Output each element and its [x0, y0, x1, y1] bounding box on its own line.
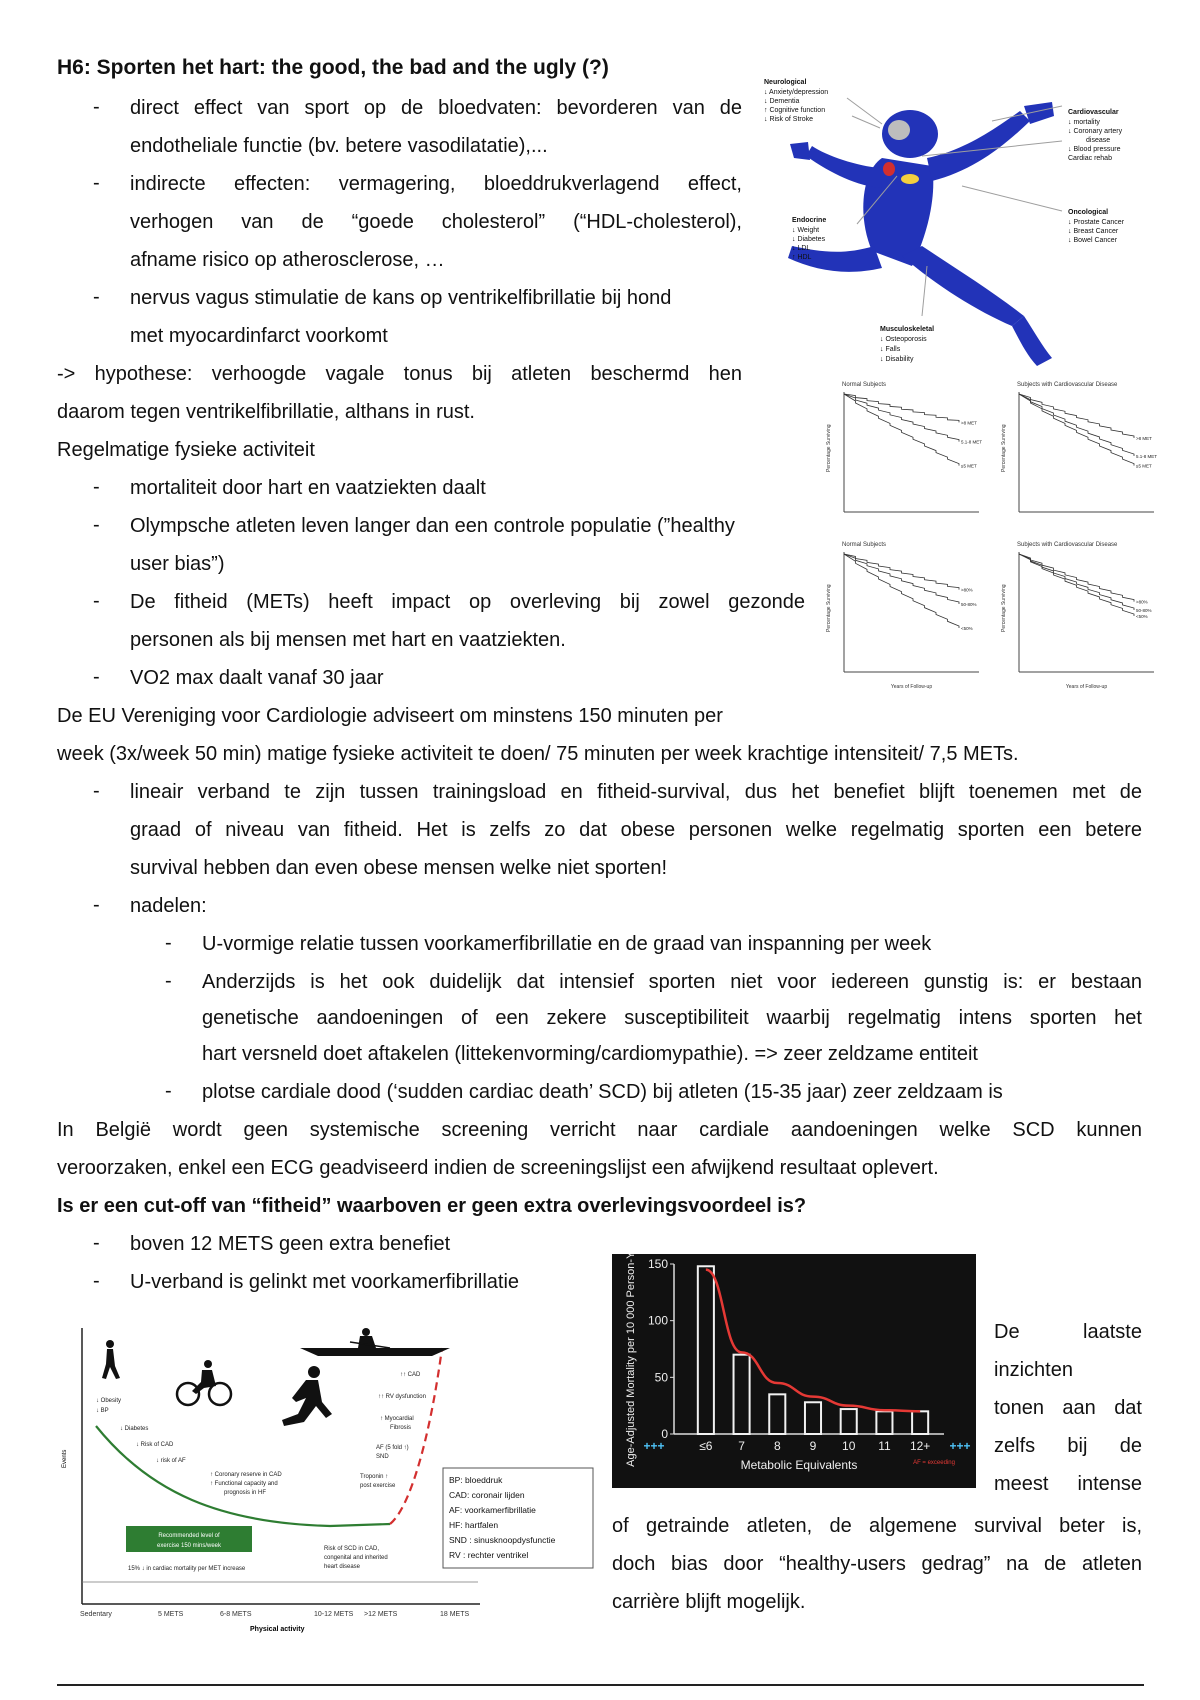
final-line1: of getrainde atleten, de algemene survival beter is, — [612, 1515, 1142, 1537]
y-tick-label: 150 — [647, 1257, 668, 1271]
physical-activity-figure — [60, 1318, 596, 1634]
sub-bullet-dash: - — [165, 1080, 172, 1102]
x-tick: >12 METS — [364, 1611, 398, 1618]
intro-bullet-1-line1: direct effect van sport op de bloedvaten: bevorderen van de — [130, 97, 742, 119]
x-tick: 10-12 METS — [314, 1611, 354, 1618]
effect-label: ↑ Functional capacity and — [210, 1481, 278, 1487]
brain-icon — [888, 120, 910, 140]
panel-title: Normal Subjects — [842, 382, 887, 388]
risk-label: ↑↑ RV dysfunction — [378, 1394, 426, 1400]
y-axis-label: Events — [62, 1449, 68, 1468]
curve-label: >8 MET — [1136, 436, 1152, 441]
legend-item: HF: hartfalen — [449, 1520, 499, 1530]
survival-curve — [1019, 394, 1134, 466]
legend-item: RV : rechter ventrikel — [449, 1550, 529, 1560]
legend-item: BP: bloeddruk — [449, 1475, 503, 1485]
musc-item: ↓ Falls — [880, 346, 901, 353]
risk-label: ↑ Myocardial — [380, 1416, 414, 1422]
activity-bullet-3-line2: personen als bij mensen met hart en vaatziekten. — [130, 629, 566, 651]
scd-note: congenital and inherited — [324, 1555, 388, 1561]
scd-note: heart disease — [324, 1564, 361, 1570]
musc-title: Musculoskeletal — [880, 326, 935, 333]
curve-label: <50% — [1136, 614, 1148, 619]
effect-label: ↓ BP — [96, 1408, 109, 1414]
eu-advice-line2: week (3x/week 50 min) matige fysieke activiteit te doen/ 75 minuten per week krachtige intensiteit/ 7,5 METs. — [57, 743, 1019, 765]
y-tick-label: 0 — [661, 1427, 668, 1441]
activity-heading: Regelmatige fysieke activiteit — [57, 439, 315, 461]
curve-label: ≤5 MET — [961, 463, 977, 469]
bullet-dash: - — [93, 590, 100, 612]
section-heading: H6: Sporten het hart: the good, the bad and the ugly (?) — [57, 56, 609, 79]
neuro-item: ↑ Cognitive function — [764, 107, 826, 114]
risk-label: ↑↑ CAD — [400, 1372, 421, 1378]
sub-bullet-dash: - — [165, 970, 172, 992]
y-axis-label: Age-Adjusted Mortality per 10 000 Person-Years — [625, 1254, 637, 1467]
panel-y-label: Percentage Surviving — [826, 584, 832, 632]
mortality-note: 15% ↓ in cardiac mortality per MET increase — [128, 1566, 246, 1572]
curve-label: >80% — [1136, 599, 1148, 605]
linear-line1: lineair verband te zijn tussen trainingsload en fitheid-survival, dus het benefiet blijft toenemen met de — [130, 781, 1142, 803]
activity-bullet-4: VO2 max daalt vanaf 30 jaar — [130, 667, 384, 689]
bullet-dash: - — [93, 1270, 100, 1292]
hypothesis-line2: daarom tegen ventrikelfibrillatie, althans in rust. — [57, 401, 475, 423]
mortality-bar-chart — [612, 1254, 976, 1488]
onco-item: ↓ Bowel Cancer — [1068, 237, 1118, 244]
legend-item: SND : sinusknoopdysfunctie — [449, 1535, 556, 1545]
musc-item: ↓ Osteoporosis — [880, 336, 927, 343]
survival-panel — [826, 542, 979, 690]
panel-y-label: Percentage Surviving — [826, 424, 832, 472]
belgium-line2: veroorzaken, enkel een ECG geadviseerd indien de screeningslijst een afwijkend resultaat oplevert. — [57, 1157, 939, 1179]
legend-item: CAD: coronair lijden — [449, 1490, 525, 1500]
nadelen-label: nadelen: — [130, 895, 207, 917]
side-text-1: De laatste — [994, 1321, 1142, 1343]
cutoff-bullet-2: U-verband is gelinkt met voorkamerfibrillatie — [130, 1271, 520, 1293]
survival-curves-figure — [822, 378, 1162, 698]
intro-bullet-2-line1: indirecte effecten: vermagering, bloeddrukverlagend effect, — [130, 173, 742, 195]
x-tick-label: ≤6 — [699, 1439, 713, 1453]
survival-panel — [826, 382, 982, 512]
y-tick-label: 50 — [654, 1370, 668, 1385]
neuro-item: ↓ Anxiety/depression — [764, 89, 829, 96]
x-tick-label: 12+ — [909, 1439, 931, 1453]
bullet-dash: - — [93, 1232, 100, 1254]
bullet-dash: - — [93, 780, 100, 802]
endo-item: ↓ LDL — [792, 245, 811, 252]
x-tick: 18 METS — [440, 1611, 470, 1618]
nadelen-1: U-vormige relatie tussen voorkamerfibrillatie en de graad van inspanning per week — [202, 933, 932, 955]
curve-label: 5.1-8 MET — [1136, 454, 1158, 459]
final-line3: carrière blijft mogelijk. — [612, 1591, 806, 1613]
onco-item: ↓ Prostate Cancer — [1068, 219, 1125, 226]
nadelen-2-line2: genetische aandoeningen of een zekere susceptibiliteit waarbij regelmatig intens sporten het — [202, 1007, 1142, 1029]
endo-item: ↓ Weight — [792, 227, 820, 234]
linear-line2: graad of niveau van fitheid. Het is zelfs zo dat obese personen welke regelmatig sporten een betere — [130, 819, 1142, 841]
x-tick-label: 7 — [738, 1439, 745, 1453]
x-tick: 5 METS — [158, 1611, 184, 1618]
curve-label: >8 MET — [961, 420, 977, 426]
risk-label: post exercise — [360, 1483, 396, 1489]
neuro-item: ↓ Risk of Stroke — [764, 116, 814, 123]
curve-label: ≤5 MET — [1136, 463, 1152, 469]
nadelen-2-line3: hart versneld doet aftakelen (littekenvorming/cardiomypathie). => zeer zeldzame entiteit — [202, 1043, 978, 1065]
activity-bullet-1: mortaliteit door hart en vaatziekten daalt — [130, 477, 486, 499]
survival-curve — [844, 554, 959, 604]
chart-note: AF = exceeding — [913, 1460, 955, 1466]
cardio-title: Cardiovascular — [1068, 109, 1119, 116]
bullet-dash: - — [93, 96, 100, 118]
nadelen-3: plotse cardiale dood (‘sudden cardiac death’ SCD) bij atleten (15-35 jaar) zeer zeldzaam is — [202, 1081, 1003, 1103]
y-tick-label: 100 — [647, 1313, 668, 1328]
activity-bullet-2-line1: Olympsche atleten leven langer dan een controle populatie (”healthy — [130, 515, 735, 537]
neuro-item: ↓ Dementia — [764, 98, 800, 105]
survival-curve — [844, 394, 959, 466]
curve-label: 50-80% — [1136, 608, 1152, 613]
neuro-title: Neurological — [764, 79, 807, 86]
curve-label: <50% — [961, 626, 973, 631]
bullet-dash: - — [93, 514, 100, 536]
effect-label: ↑ Coronary reserve in CAD — [210, 1472, 282, 1478]
effect-label: ↓ risk of AF — [156, 1458, 186, 1464]
runner-icon — [282, 1366, 332, 1426]
x-tick-label: 10 — [842, 1439, 856, 1453]
panel-title: Subjects with Cardiovascular Disease — [1017, 382, 1118, 388]
panel-x-label: Years of Follow-up — [1065, 684, 1108, 690]
intro-bullet-1-line2: endotheliale functie (bv. betere vasodilatatie),... — [130, 135, 548, 157]
heart-icon — [883, 162, 895, 176]
x-tick-label: 11 — [878, 1439, 891, 1453]
curve-label: >80% — [961, 587, 973, 593]
side-text-2: inzichten — [994, 1359, 1073, 1381]
recommended-line1: Recommended level of — [158, 1533, 220, 1539]
x-tick: 6-8 METS — [220, 1611, 252, 1618]
side-text-5: meest intense — [994, 1473, 1142, 1495]
cardio-item: ↓ Coronary artery — [1068, 128, 1123, 135]
left-marker: +++ — [643, 1439, 665, 1453]
cardio-item: ↓ mortality — [1068, 119, 1100, 126]
endo-item: ↑ HDL — [792, 254, 812, 261]
recommended-line2: exercise 150 mins/week — [156, 1543, 222, 1549]
final-line2: doch bias door “healthy-users gedrag” na de atleten — [612, 1553, 1142, 1575]
intro-bullet-2-line3: afname risico op atherosclerose, … — [130, 249, 445, 271]
cutoff-bullet-1: boven 12 METS geen extra benefiet — [130, 1233, 451, 1255]
bullet-dash: - — [93, 666, 100, 688]
body-benefits-figure — [762, 76, 1190, 376]
risk-label: AF (5 fold ↑) — [376, 1445, 409, 1451]
risk-label: Fibrosis — [390, 1425, 412, 1431]
panel-x-label: Years of Follow-up — [890, 684, 933, 690]
curve-label: 5.1-8 MET — [961, 439, 983, 445]
intro-bullet-3-line2: met myocardinfarct voorkomt — [130, 325, 388, 347]
endo-item: ↓ Diabetes — [792, 236, 826, 243]
bullet-dash: - — [93, 476, 100, 498]
nadelen-2-line1: Anderzijds is het ook duidelijk dat intensief sporten niet voor iedereen gunstig is: er bestaan — [202, 971, 1142, 993]
effect-label: prognosis in HF — [224, 1490, 267, 1496]
curve-label: 50-80% — [961, 602, 977, 607]
hypothesis-line1: -> hypothese: verhoogde vagale tonus bij atleten beschermd hen — [57, 363, 742, 385]
panel-y-label: Percentage Surviving — [1001, 424, 1007, 472]
intro-bullet-3-line1: nervus vagus stimulatie de kans op ventrikelfibrillatie bij hond — [130, 287, 672, 309]
bullet-dash: - — [93, 894, 100, 916]
legend-item: AF: voorkamerfibrillatie — [449, 1505, 536, 1515]
sub-bullet-dash: - — [165, 932, 172, 954]
x-axis-label: Physical activity — [250, 1626, 305, 1633]
risk-label: SND — [376, 1454, 389, 1460]
risk-label: Troponin ↑ — [360, 1474, 389, 1480]
panel-title: Normal Subjects — [842, 542, 887, 548]
cardio-item: Cardiac rehab — [1068, 155, 1112, 162]
cardio-item: ↓ Blood pressure — [1068, 146, 1121, 153]
walker-icon — [102, 1340, 120, 1379]
bullet-dash: - — [93, 172, 100, 194]
x-tick-label: 9 — [809, 1439, 817, 1453]
linear-line3: survival hebben dan even obese mensen welke niet sporten! — [130, 857, 668, 879]
survival-curve — [1019, 394, 1134, 456]
survival-curve — [1019, 554, 1134, 610]
effect-label: ↓ Obesity — [96, 1398, 122, 1404]
footer-rule — [57, 1684, 1144, 1686]
right-marker: +++ — [949, 1439, 971, 1453]
musc-item: ↓ Disability — [880, 356, 914, 363]
x-tick: Sedentary — [80, 1611, 112, 1618]
belgium-line1: In België wordt geen systemische screening verricht naar cardiale aandoeningen welke SCD kunnen — [57, 1119, 1142, 1141]
survival-curve — [844, 554, 959, 590]
effect-label: ↓ Diabetes — [120, 1426, 149, 1432]
organ-icon — [901, 174, 919, 184]
rowing-icon — [300, 1328, 450, 1356]
effect-label: ↓ Risk of CAD — [136, 1442, 174, 1448]
onco-item: ↓ Breast Cancer — [1068, 228, 1119, 235]
cardio-item: disease — [1086, 137, 1111, 144]
cyclist-icon — [177, 1360, 231, 1405]
intro-bullet-2-line2: verhogen van de “goede cholesterol” (“HDL-cholesterol), — [130, 211, 742, 233]
panel-y-label: Percentage Surviving — [1001, 584, 1007, 632]
cutoff-question: Is er een cut-off van “fitheid” waarboven er geen extra overlevingsvoordeel is? — [57, 1195, 807, 1217]
scd-note: Risk of SCD in CAD, — [324, 1546, 380, 1552]
survival-panel — [1001, 382, 1157, 512]
onco-title: Oncological — [1068, 209, 1109, 216]
eu-advice-line1: De EU Vereniging voor Cardiologie adviseert om minstens 150 minuten per — [57, 705, 723, 727]
survival-curve — [844, 554, 959, 628]
x-axis-label: Metabolic Equivalents — [740, 1458, 858, 1472]
x-tick-label: 8 — [773, 1439, 781, 1453]
endo-title: Endocrine — [792, 217, 827, 224]
activity-bullet-2-line2: user bias”) — [130, 553, 225, 575]
panel-title: Subjects with Cardiovascular Disease — [1017, 542, 1118, 548]
activity-bullet-3-line1: De fitheid (METs) heeft impact op overleving bij zowel gezonde — [130, 591, 805, 613]
survival-curve — [1019, 554, 1134, 602]
side-text-4: zelfs bij de — [994, 1435, 1142, 1457]
survival-panel — [1001, 542, 1154, 690]
side-text-3: tonen aan dat — [994, 1397, 1142, 1419]
bullet-dash: - — [93, 286, 100, 308]
